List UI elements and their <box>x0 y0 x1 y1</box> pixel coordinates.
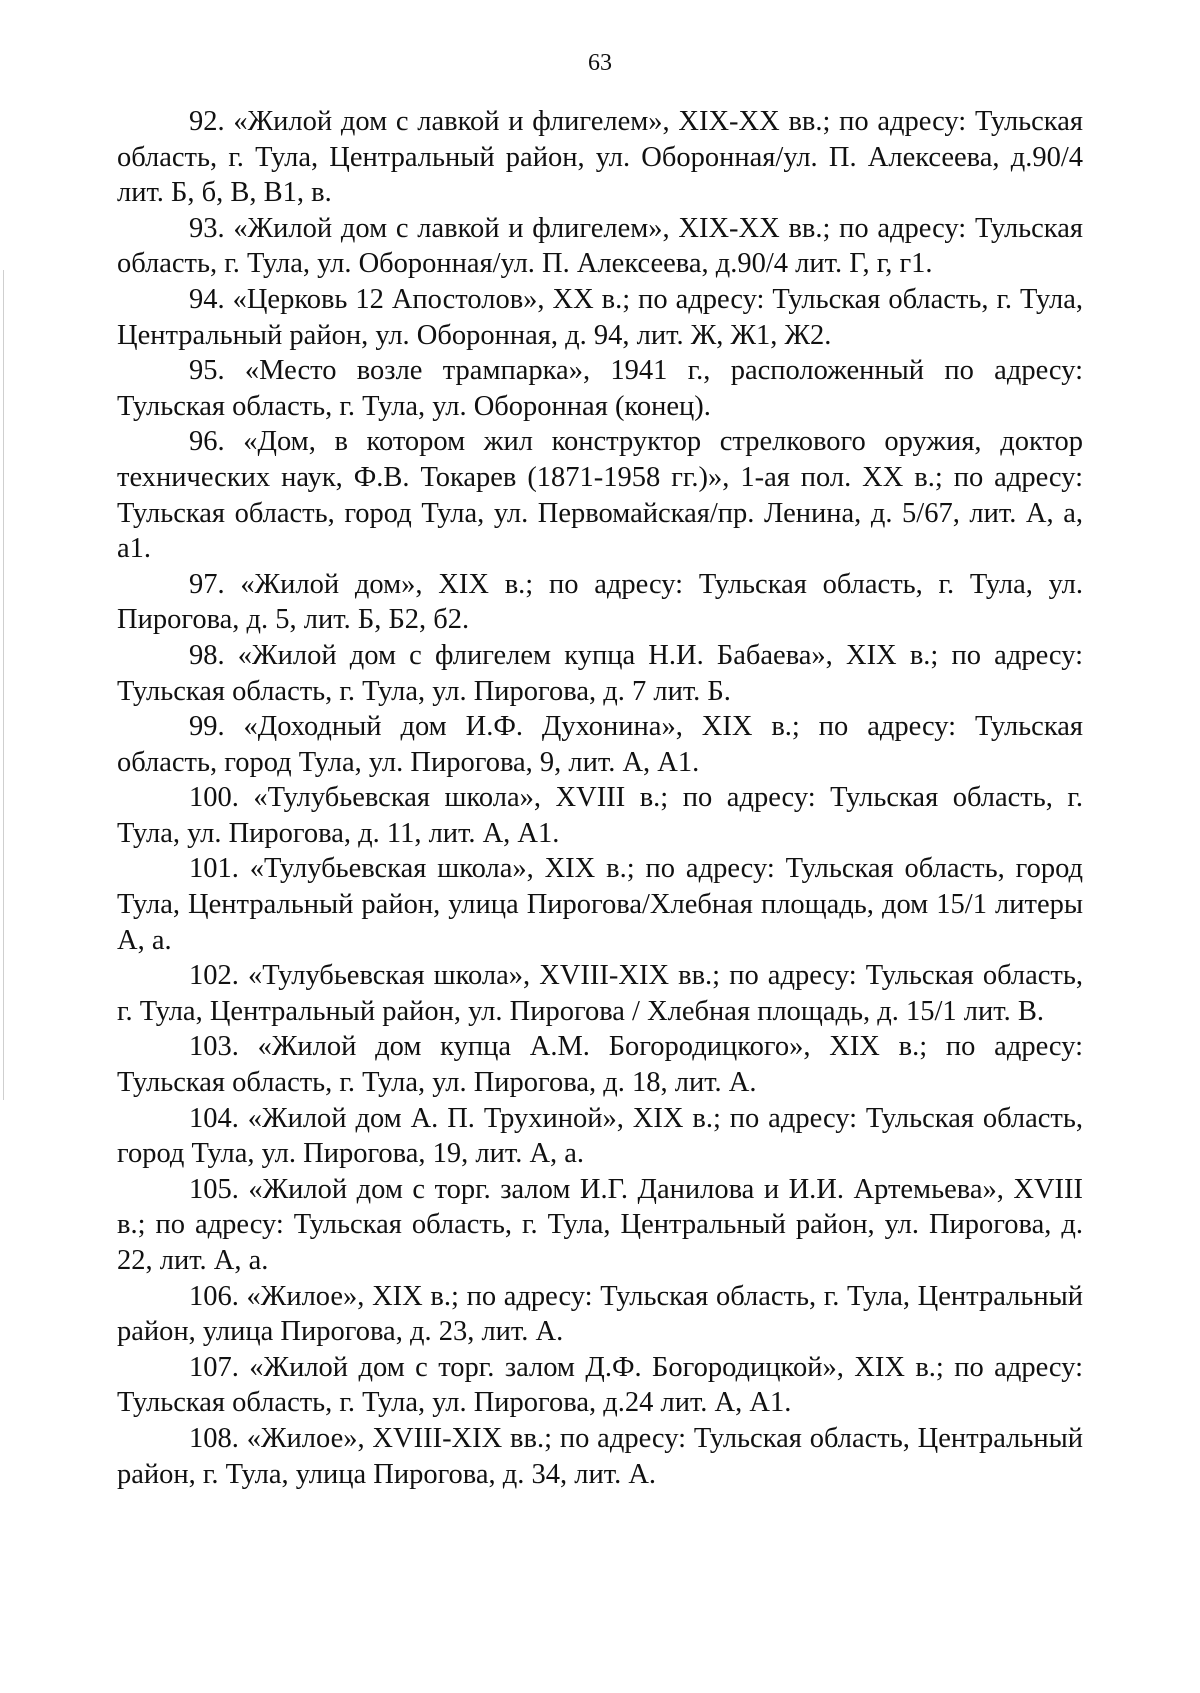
document-body <box>117 104 1083 1492</box>
page-number: 63 <box>588 50 612 76</box>
list-item: 108. «Жилое», XVIII-XIX вв.; по адресу: Тульская область, Центральный район, г. Тула, улица Пирогова, д. 34, лит. А. <box>117 1422 1083 1490</box>
list-item: 94. «Церковь 12 Апостолов», XX в.; по адресу: Тульская область, г. Тула, Центральный район, ул. Оборонная, д. 94, лит. Ж, Ж1, Ж2. <box>117 283 1083 351</box>
list-item: 101. «Тулубьевская школа», XIX в.; по адресу: Тульская область, город Тула, Центральный район, улица Пирогова/Хлебная площадь, дом 15/1 литеры А, а. <box>117 853 1083 956</box>
list-item: 92. «Жилой дом с лавкой и флигелем», XIX-XX вв.; по адресу: Тульская область, г. Тула, Центральный район, ул. Оборонная/ул. П. Алексеева, д.90/4 лит. Б, б, В, В1, в. <box>117 106 1083 209</box>
list-item: 105. «Жилой дом с торг. залом И.Г. Данилова и И.И. Артемьева», XVIII в.; по адресу: Тульская область, г. Тула, Центральный район, ул. Пирогова, д. 22, лит. А, а. <box>117 1173 1083 1276</box>
list-item: 100. «Тулубьевская школа», XVIII в.; по адресу: Тульская область, г. Тула, ул. Пирогова, д. 11, лит. А, А1. <box>117 782 1083 849</box>
list-item: 104. «Жилой дом А. П. Трухиной», XIX в.; по адресу: Тульская область, город Тула, ул. Пирогова, 19, лит. А, а. <box>117 1102 1083 1170</box>
list-item: 98. «Жилой дом с флигелем купца Н.И. Бабаева», XIX в.; по адресу: Тульская область, г. Тула, ул. Пирогова, д. 7 лит. Б. <box>117 639 1083 707</box>
list-item: 96. «Дом, в котором жил конструктор стрелкового оружия, доктор технических наук, Ф.В. Токарев (1871-1958 гг.)», 1-ая пол. XX в.; по адресу: Тульская область, город Тула, ул. Первомайская/пр. Ленина, д. 5/67, лит. А, а, а1. <box>117 426 1083 565</box>
list-item: 107. «Жилой дом с торг. залом Д.Ф. Богородицкой», XIX в.; по адресу: Тульская область, г. Тула, ул. Пирогова, д.24 лит. А, А1. <box>117 1351 1083 1419</box>
list-item: 106. «Жилое», XIX в.; по адресу: Тульская область, г. Тула, Центральный район, улица Пирогова, д. 23, лит. А. <box>117 1280 1083 1348</box>
list-item: 95. «Место возле трампарка», 1941 г., расположенный по адресу: Тульская область, г. Тула, ул. Оборонная (конец). <box>117 355 1083 422</box>
list-item: 99. «Доходный дом И.Ф. Духонина», XIX в.; по адресу: Тульская область, город Тула, ул. Пирогова, 9, лит. А, А1. <box>117 711 1083 778</box>
scan-edge-line <box>3 270 4 1100</box>
list-item: 97. «Жилой дом», XIX в.; по адресу: Тульская область, г. Тула, ул. Пирогова, д. 5, лит. Б, Б2, б2. <box>117 568 1083 636</box>
list-item: 93. «Жилой дом с лавкой и флигелем», XIX-XX вв.; по адресу: Тульская область, г. Тула, ул. Оборонная/ул. П. Алексеева, д.90/4 лит. Г, г, г1. <box>117 212 1083 280</box>
list-item: 102. «Тулубьевская школа», XVIII-XIX вв.; по адресу: Тульская область, г. Тула, Центральный район, ул. Пирогова / Хлебная площадь, д. 15/1 лит. В. <box>117 960 1083 1027</box>
list-item: 103. «Жилой дом купца А.М. Богородицкого», XIX в.; по адресу: Тульская область, г. Тула, ул. Пирогова, д. 18, лит. А. <box>117 1031 1083 1099</box>
